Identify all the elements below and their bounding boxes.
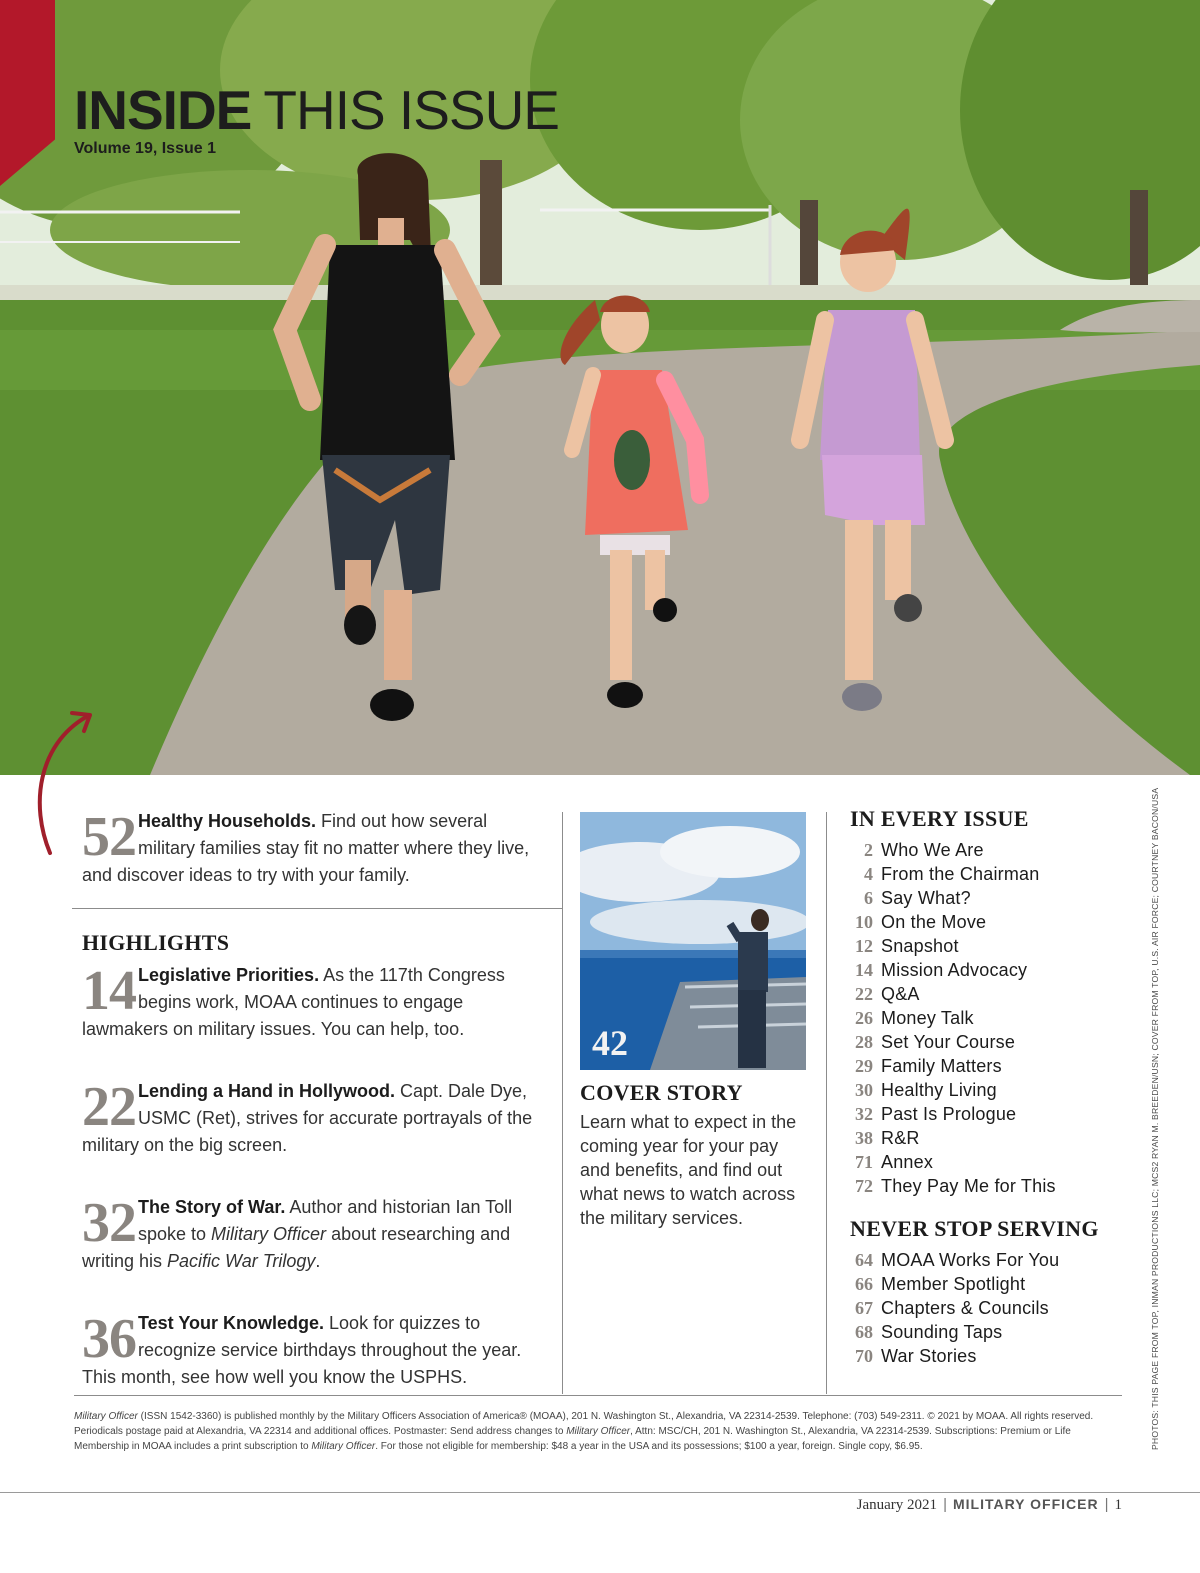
feature-page-number: 52: [82, 806, 136, 868]
toc-page: 30: [855, 1080, 873, 1100]
toc-item[interactable]: [850, 1006, 1150, 1030]
toc-label: Money Talk: [881, 1008, 974, 1028]
toc-item[interactable]: [850, 1078, 1150, 1102]
toc-label: Who We Are: [881, 840, 984, 860]
toc-label: From the Chairman: [881, 864, 1040, 884]
publication-name: Military Officer: [74, 1411, 138, 1422]
toc-page: 22: [855, 984, 873, 1004]
toc-page: 28: [855, 1032, 873, 1052]
toc-item[interactable]: [850, 1174, 1150, 1198]
toc-item[interactable]: [850, 982, 1150, 1006]
never-stop-serving-section: [850, 1216, 1150, 1368]
highlight-page-number: 14: [82, 960, 136, 1022]
toc-item[interactable]: [850, 1054, 1150, 1078]
toc-label: They Pay Me for This: [881, 1176, 1056, 1196]
toc-item[interactable]: [850, 934, 1150, 958]
divider: [72, 908, 562, 909]
toc-page: 70: [855, 1346, 873, 1366]
toc-page: 71: [855, 1152, 873, 1172]
page-footer: [857, 1496, 1122, 1514]
toc-item[interactable]: [850, 1344, 1150, 1368]
toc-item[interactable]: [850, 1102, 1150, 1126]
in-every-issue-section: [850, 806, 1150, 1198]
toc-page: 67: [855, 1298, 873, 1318]
publication-title: Military Officer: [211, 1224, 327, 1244]
cover-story[interactable]: [580, 812, 808, 1230]
toc-item[interactable]: [850, 910, 1150, 934]
toc-page: 26: [855, 1008, 873, 1028]
publication-name: Military Officer: [566, 1426, 631, 1437]
highlight-item[interactable]: [82, 1194, 537, 1275]
toc-label: Past Is Prologue: [881, 1104, 1017, 1124]
toc-label: Mission Advocacy: [881, 960, 1028, 980]
toc-label: Member Spotlight: [881, 1274, 1026, 1294]
toc-label: Family Matters: [881, 1056, 1002, 1076]
toc-item[interactable]: [850, 862, 1150, 886]
highlight-description: .: [315, 1251, 321, 1271]
toc-page: 32: [855, 1104, 873, 1124]
toc-item[interactable]: [850, 1030, 1150, 1054]
highlight-description: Look for quizzes to recognize service birthdays throughout the year. This month, see how well you know the USPHS.: [82, 1313, 522, 1387]
toc-item[interactable]: [850, 1272, 1150, 1296]
notice-text: , Attn: MSC/CH, 201 N. Washington St., Alexandria, VA 22314-2539. Subscriptions: Premium or Life Membership in MOAA includes a print subscription to: [74, 1426, 1071, 1452]
highlight-item[interactable]: [82, 962, 537, 1043]
highlight-item[interactable]: [82, 1310, 537, 1391]
highlights-section: [82, 930, 537, 1426]
toc-page: 66: [855, 1274, 873, 1294]
highlight-item[interactable]: [82, 1078, 537, 1159]
toc-page: 10: [855, 912, 873, 932]
toc-page: 12: [855, 936, 873, 956]
toc-label: MOAA Works For You: [881, 1250, 1060, 1270]
toc-page: 2: [864, 840, 873, 860]
toc-label: R&R: [881, 1128, 920, 1148]
column-divider: [826, 812, 827, 1394]
toc-page: 4: [864, 864, 873, 884]
toc-label: Chapters & Councils: [881, 1298, 1049, 1318]
highlight-page-number: 22: [82, 1076, 136, 1138]
book-title: Pacific War Trilogy: [167, 1251, 316, 1271]
toc-item[interactable]: [850, 1296, 1150, 1320]
in-every-issue-title: IN EVERY ISSUE: [850, 806, 1029, 831]
notice-text: . For those not eligible for membership: $48 a year in the USA and its possessions; $100 a year, foreign. Single copy, $6.95.: [375, 1441, 923, 1452]
publication-notice: [74, 1409, 1126, 1454]
cover-page-number: 42: [592, 1023, 628, 1063]
toc-item[interactable]: [850, 1150, 1150, 1174]
cover-story-text: Learn what to expect in the coming year for your pay and benefits, and find out what news to watch across the military services.: [580, 1112, 797, 1228]
issue-date: January 2021: [856, 1497, 938, 1513]
service-list: [850, 1248, 1150, 1368]
toc-label: Sounding Taps: [881, 1322, 1003, 1342]
highlight-headline: Lending a Hand in Hollywood.: [138, 1081, 395, 1101]
highlight-description: about researching and writing his: [82, 1224, 511, 1271]
cover-story-photo: [580, 812, 806, 1070]
toc-page: 64: [855, 1250, 873, 1270]
cover-story-title: COVER STORY: [580, 1080, 743, 1105]
footer-divider: [0, 1492, 1200, 1493]
toc-item[interactable]: [850, 1126, 1150, 1150]
column-divider: [562, 812, 563, 1394]
divider: [74, 1395, 1122, 1396]
photo-credits: PHOTOS: THIS PAGE FROM TOP, INMAN PRODUCTIONS LLC; MCS2 RYAN M. BREEDEN/USN; COVER FROM TOP, U.S. AIR FORCE; COURTNEY BACON/USA: [1150, 787, 1160, 1450]
highlights-title: HIGHLIGHTS: [82, 930, 230, 955]
toc-page: 38: [855, 1128, 873, 1148]
toc-page: 14: [855, 960, 873, 980]
never-stop-serving-title: NEVER STOP SERVING: [850, 1216, 1099, 1241]
toc-label: Healthy Living: [881, 1080, 997, 1100]
magazine-name: MILITARY OFFICER: [952, 1496, 1099, 1512]
highlight-description: Capt. Dale Dye, USMC (Ret), strives for accurate portrayals of the military on the big screen.: [82, 1081, 533, 1155]
highlight-page-number: 32: [82, 1192, 136, 1254]
page-title: [74, 79, 559, 141]
toc-item[interactable]: [850, 838, 1150, 862]
toc-label: Annex: [881, 1152, 934, 1172]
footer-separator: |: [1104, 1496, 1109, 1513]
highlight-description: Author and historian Ian Toll spoke to: [138, 1197, 513, 1244]
publication-name: Military Officer: [311, 1441, 376, 1452]
department-list: [850, 838, 1150, 1198]
toc-page: 6: [864, 888, 873, 908]
notice-text: (ISSN 1542-3360) is published monthly by the Military Officers Association of America® (MOAA), 201 N. Washington St., Alexandria, VA 22314-2539. Telephone: (703) 549-2311. © 2021 by MOAA. All rights reserved. Periodicals postage paid at Alexandria, VA 22314 and additional offices. Postmaster: Send address changes to: [74, 1411, 1094, 1437]
toc-label: Snapshot: [881, 936, 959, 956]
footer-separator: |: [943, 1496, 947, 1513]
feature-headline: Healthy Households.: [138, 811, 317, 831]
toc-label: Q&A: [881, 984, 920, 1004]
toc-item[interactable]: [850, 1320, 1150, 1344]
highlight-headline: The Story of War.: [138, 1197, 286, 1217]
toc-label: War Stories: [881, 1346, 977, 1366]
feature-story[interactable]: [82, 808, 532, 889]
title-light: THIS ISSUE: [263, 79, 559, 141]
highlight-page-number: 36: [82, 1308, 136, 1370]
toc-page: 72: [855, 1176, 873, 1196]
toc-item[interactable]: [850, 1248, 1150, 1272]
hero-photo: [0, 0, 1200, 775]
title-bold: INSIDE: [74, 79, 252, 141]
highlight-description: As the 117th Congress begins work, MOAA continues to engage lawmakers on military issues. You can help, too.: [82, 965, 505, 1039]
highlight-headline: Test Your Knowledge.: [138, 1313, 325, 1333]
highlight-headline: Legislative Priorities.: [138, 965, 320, 985]
toc-label: On the Move: [881, 912, 987, 932]
toc-label: Set Your Course: [881, 1032, 1016, 1052]
toc-item[interactable]: [850, 958, 1150, 982]
toc-label: Say What?: [881, 888, 971, 908]
toc-item[interactable]: [850, 886, 1150, 910]
volume-issue: Volume 19, Issue 1: [74, 140, 216, 157]
page-number: 1: [1114, 1497, 1122, 1513]
toc-page: 29: [855, 1056, 873, 1076]
toc-page: 68: [855, 1322, 873, 1342]
feature-description: Find out how several military families stay fit no matter where they live, and discover ideas to try with your family.: [82, 811, 530, 885]
